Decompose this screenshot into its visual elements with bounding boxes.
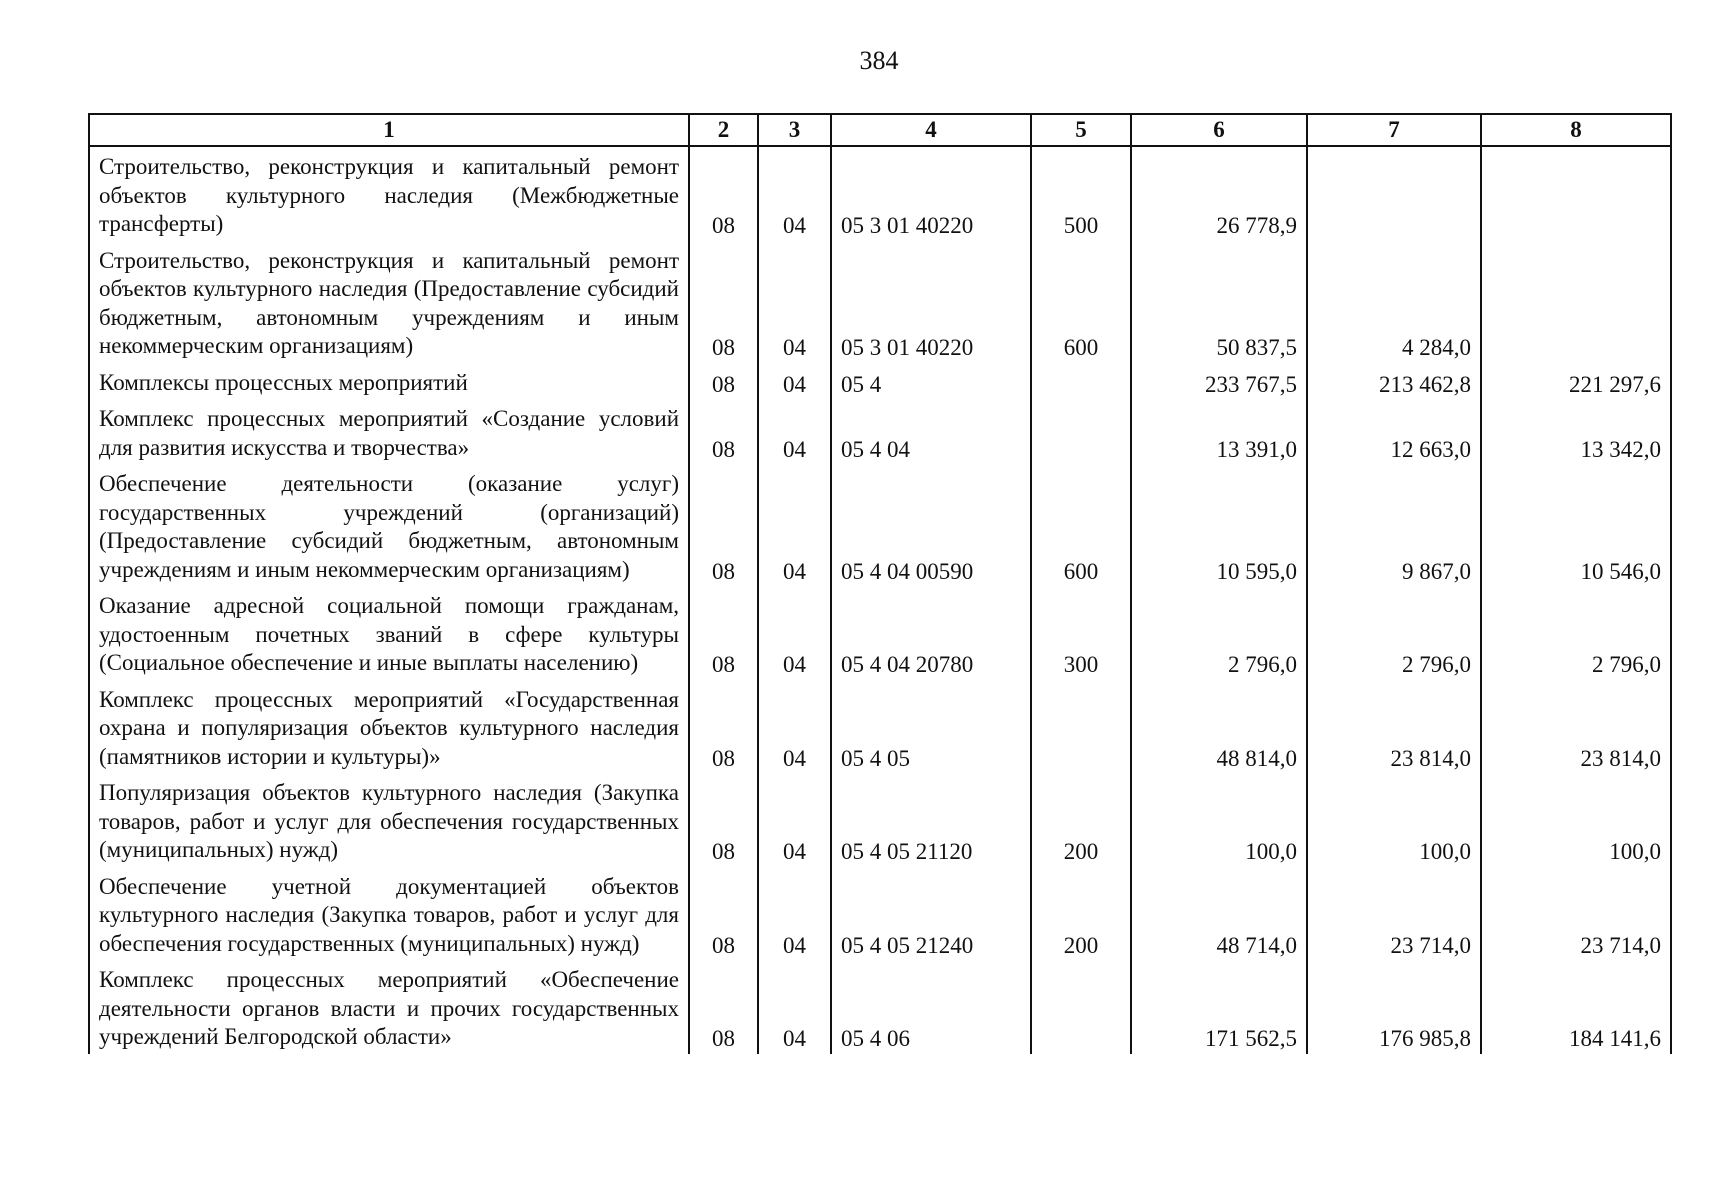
table-row — [89, 960, 1671, 1054]
cell-subsection: 04 — [758, 464, 831, 586]
row-name: Популяризация объектов культурного наследия (Закупка товаров, работ и услуг для обеспечения государственных (муниципальных) нужд) — [89, 773, 689, 867]
cell-subsection: 04 — [758, 363, 831, 400]
cell-target-code: 05 3 01 40220 — [831, 146, 1031, 241]
cell-amount-6: 2 796,0 — [1131, 586, 1307, 680]
cell-amount-7: 12 663,0 — [1307, 399, 1481, 464]
cell-section: 08 — [689, 464, 758, 586]
cell-expense-type: 200 — [1031, 867, 1131, 961]
cell-amount-7: 23 714,0 — [1307, 867, 1481, 961]
cell-amount-7: 23 814,0 — [1307, 680, 1481, 774]
budget-table — [88, 113, 1672, 1054]
column-header: 7 — [1307, 114, 1481, 146]
cell-amount-8: 2 796,0 — [1481, 586, 1671, 680]
cell-amount-6: 10 595,0 — [1131, 464, 1307, 586]
cell-section: 08 — [689, 680, 758, 774]
cell-amount-7 — [1307, 146, 1481, 241]
table-row — [89, 586, 1671, 680]
cell-subsection: 04 — [758, 586, 831, 680]
cell-amount-8: 13 342,0 — [1481, 399, 1671, 464]
row-name: Обеспечение учетной документацией объектов культурного наследия (Закупка товаров, работ и услуг для обеспечения государственных (муниципальных) нужд) — [89, 867, 689, 961]
cell-subsection: 04 — [758, 399, 831, 464]
table-row — [89, 464, 1671, 586]
cell-section: 08 — [689, 363, 758, 400]
row-name: Комплексы процессных мероприятий — [89, 363, 689, 400]
cell-section: 08 — [689, 241, 758, 363]
cell-target-code: 05 4 04 20780 — [831, 586, 1031, 680]
cell-target-code: 05 4 05 — [831, 680, 1031, 774]
cell-amount-8 — [1481, 241, 1671, 363]
column-header: 1 — [89, 114, 689, 146]
table-row — [89, 146, 1671, 241]
cell-amount-6: 13 391,0 — [1131, 399, 1307, 464]
column-header: 4 — [831, 114, 1031, 146]
cell-expense-type: 500 — [1031, 146, 1131, 241]
cell-section: 08 — [689, 399, 758, 464]
column-header: 3 — [758, 114, 831, 146]
cell-amount-6: 171 562,5 — [1131, 960, 1307, 1054]
cell-section: 08 — [689, 146, 758, 241]
cell-amount-6: 48 814,0 — [1131, 680, 1307, 774]
row-name: Строительство, реконструкция и капитальный ремонт объектов культурного наследия (Межбюджетные трансферты) — [89, 146, 689, 241]
cell-section: 08 — [689, 960, 758, 1054]
row-name: Комплекс процессных мероприятий «Государственная охрана и популяризация объектов культурного наследия (памятников истории и культуры)» — [89, 680, 689, 774]
cell-section: 08 — [689, 586, 758, 680]
cell-target-code: 05 4 06 — [831, 960, 1031, 1054]
column-header: 8 — [1481, 114, 1671, 146]
cell-amount-8: 10 546,0 — [1481, 464, 1671, 586]
cell-section: 08 — [689, 773, 758, 867]
cell-subsection: 04 — [758, 773, 831, 867]
cell-expense-type — [1031, 960, 1131, 1054]
table-row — [89, 399, 1671, 464]
row-name: Строительство, реконструкция и капитальный ремонт объектов культурного наследия (Предоставление субсидий бюджетным, автономным учреждениям и иным некоммерческим организациям) — [89, 241, 689, 363]
cell-amount-6: 233 767,5 — [1131, 363, 1307, 400]
row-name: Комплекс процессных мероприятий «Обеспечение деятельности органов власти и прочих государственных учреждений Белгородской области» — [89, 960, 689, 1054]
cell-expense-type: 600 — [1031, 241, 1131, 363]
page-number: 384 — [859, 46, 899, 75]
cell-amount-8: 23 714,0 — [1481, 867, 1671, 961]
column-header: 2 — [689, 114, 758, 146]
cell-amount-7: 2 796,0 — [1307, 586, 1481, 680]
cell-subsection: 04 — [758, 146, 831, 241]
cell-amount-6: 26 778,9 — [1131, 146, 1307, 241]
column-header: 5 — [1031, 114, 1131, 146]
cell-target-code: 05 4 — [831, 363, 1031, 400]
cell-amount-7: 9 867,0 — [1307, 464, 1481, 586]
cell-target-code: 05 4 04 — [831, 399, 1031, 464]
cell-amount-7: 213 462,8 — [1307, 363, 1481, 400]
cell-expense-type: 200 — [1031, 773, 1131, 867]
table-row — [89, 867, 1671, 961]
cell-target-code: 05 4 05 21240 — [831, 867, 1031, 961]
cell-subsection: 04 — [758, 867, 831, 961]
cell-target-code: 05 4 04 00590 — [831, 464, 1031, 586]
cell-section: 08 — [689, 867, 758, 961]
cell-expense-type — [1031, 363, 1131, 400]
cell-amount-8: 184 141,6 — [1481, 960, 1671, 1054]
cell-target-code: 05 3 01 40220 — [831, 241, 1031, 363]
table-row — [89, 773, 1671, 867]
cell-amount-8: 100,0 — [1481, 773, 1671, 867]
cell-amount-7: 4 284,0 — [1307, 241, 1481, 363]
table-row — [89, 241, 1671, 363]
header-row — [89, 114, 1671, 146]
table-row — [89, 680, 1671, 774]
cell-subsection: 04 — [758, 241, 831, 363]
cell-target-code: 05 4 05 21120 — [831, 773, 1031, 867]
table-row — [89, 363, 1671, 400]
cell-subsection: 04 — [758, 960, 831, 1054]
cell-subsection: 04 — [758, 680, 831, 774]
cell-amount-6: 48 714,0 — [1131, 867, 1307, 961]
cell-amount-8 — [1481, 146, 1671, 241]
cell-expense-type — [1031, 399, 1131, 464]
column-header: 6 — [1131, 114, 1307, 146]
row-name: Комплекс процессных мероприятий «Создание условий для развития искусства и творчества» — [89, 399, 689, 464]
cell-amount-7: 176 985,8 — [1307, 960, 1481, 1054]
row-name: Оказание адресной социальной помощи гражданам, удостоенным почетных званий в сфере культуры (Социальное обеспечение и иные выплаты населению) — [89, 586, 689, 680]
cell-expense-type: 600 — [1031, 464, 1131, 586]
cell-expense-type — [1031, 680, 1131, 774]
cell-amount-8: 23 814,0 — [1481, 680, 1671, 774]
cell-amount-7: 100,0 — [1307, 773, 1481, 867]
row-name: Обеспечение деятельности (оказание услуг) государственных учреждений (организаций) (Предоставление субсидий бюджетным, автономным учреждениям и иным некоммерческим организациям) — [89, 464, 689, 586]
cell-amount-6: 100,0 — [1131, 773, 1307, 867]
cell-expense-type: 300 — [1031, 586, 1131, 680]
cell-amount-6: 50 837,5 — [1131, 241, 1307, 363]
cell-amount-8: 221 297,6 — [1481, 363, 1671, 400]
